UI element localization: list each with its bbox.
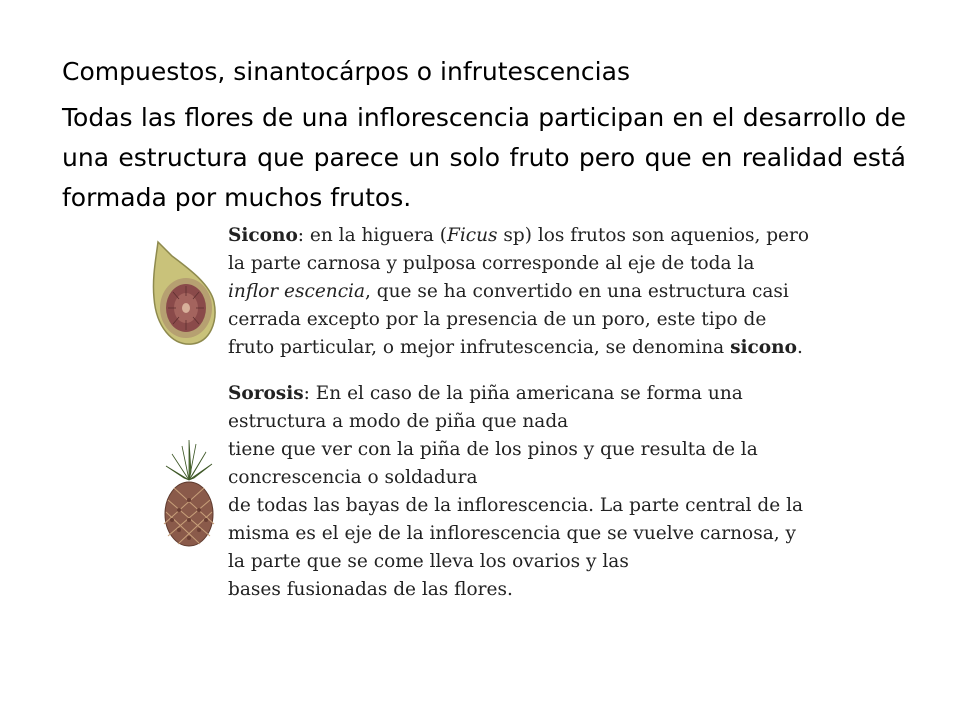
- sorosis-line-5: de todas las bayas de la inflorescencia. La parte central de la: [228, 495, 804, 516]
- intro-after: participan en el desarrollo de una estructura que parece un solo fruto pero que en realidad está formada por muchos frutos.: [62, 103, 907, 212]
- sorosis-line-6: misma es el eje de la inflorescencia que se vuelve carnosa, y: [228, 523, 796, 544]
- sicono-l3b: , que se ha convertido en una estructura casi: [365, 281, 789, 302]
- intro-paragraph: [62, 98, 906, 218]
- fig-illustration: [148, 238, 220, 350]
- sicono-line-3: [228, 278, 828, 306]
- intro-term: inflorescencia: [356, 103, 530, 132]
- sicono-line-1: [228, 222, 828, 250]
- sorosis-line-2: estructura a modo de piña que nada: [228, 411, 569, 432]
- sorosis-line-1: [228, 380, 828, 408]
- sorosis-line-4: concrescencia o soldadura: [228, 467, 478, 488]
- sicono-line-5: [228, 334, 828, 362]
- sorosis-line-3: tiene que ver con la piña de los pinos y que resulta de la: [228, 439, 758, 460]
- sicono-line-4: cerrada excepto por la presencia de un poro, este tipo de: [228, 309, 767, 330]
- sicono-text: [228, 222, 828, 362]
- sicono-l1c: sp) los frutos son aquenios, pero: [497, 225, 809, 246]
- sorosis-line-8: bases fusionadas de las flores.: [228, 579, 513, 600]
- slide-title: Compuestos, sinantocárpos o infrutescencias: [62, 57, 630, 86]
- sorosis-text: [228, 380, 828, 604]
- sicono-l5b: sicono: [730, 337, 797, 358]
- pineapple-illustration: [160, 440, 218, 548]
- sicono-l3a: inflor escencia: [228, 281, 366, 302]
- intro-before: Todas las flores de una: [62, 103, 357, 132]
- sicono-l5c: .: [796, 337, 803, 358]
- sorosis-l1: : En el caso de la piña americana se forma una: [303, 383, 743, 404]
- sicono-l1b: Ficus: [447, 225, 498, 246]
- sicono-line-2: la parte carnosa y pulposa corresponde al eje de toda la: [228, 253, 755, 274]
- sorosis-term: Sorosis: [228, 383, 304, 404]
- sicono-term: Sicono: [228, 225, 298, 246]
- sicono-l5a: fruto particular, o mejor infrutescencia, se denomina: [228, 337, 731, 358]
- sorosis-line-7: la parte que se come lleva los ovarios y las: [228, 551, 629, 572]
- sicono-l1a: : en la higuera (: [297, 225, 447, 246]
